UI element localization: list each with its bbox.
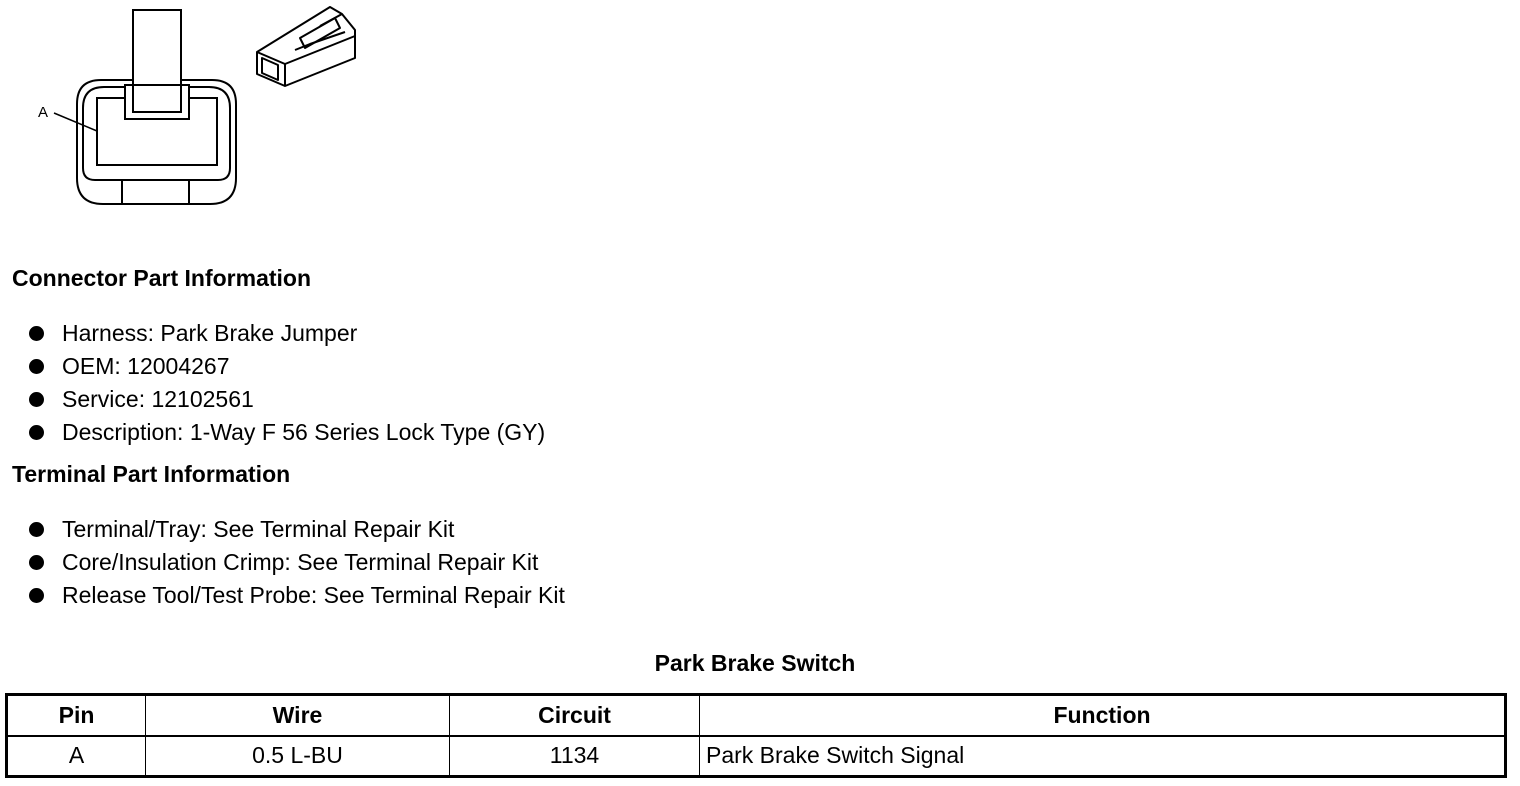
list-item	[0, 548, 565, 581]
pin-table-title: Park Brake Switch	[654, 650, 856, 676]
cell-wire: 0.5 L-BU	[146, 736, 450, 777]
connector-part-info-heading: Connector Part Information	[12, 265, 312, 291]
cell-circuit: 1134	[450, 736, 700, 777]
list-item-text: Terminal/Tray: See Terminal Repair Kit	[62, 516, 455, 542]
list-item-text: Description: 1-Way F 56 Series Lock Type (GY)	[62, 419, 546, 445]
table-row	[7, 736, 1506, 777]
list-item	[0, 319, 545, 352]
callout-leader-line	[54, 113, 97, 131]
cell-pin: A	[7, 736, 146, 777]
connector-bottom-latch	[122, 180, 189, 204]
table-header-row	[7, 695, 1506, 736]
header-pin: Pin	[7, 695, 146, 736]
lock-tab	[133, 10, 181, 112]
pin-table	[5, 693, 1507, 778]
list-item-text: Service: 12102561	[62, 386, 254, 412]
list-item	[0, 581, 565, 614]
header-circuit: Circuit	[450, 695, 700, 736]
cell-function: Park Brake Switch Signal	[700, 736, 1506, 777]
list-item-text: OEM: 12004267	[62, 353, 230, 379]
bullet-icon	[29, 555, 44, 570]
list-item	[0, 385, 545, 418]
list-item-text: Harness: Park Brake Jumper	[62, 320, 358, 346]
bullet-icon	[29, 522, 44, 537]
callout-label-a: A	[38, 104, 49, 121]
header-wire: Wire	[146, 695, 450, 736]
list-item	[0, 515, 565, 548]
terminal-sketch	[257, 7, 355, 86]
bullet-icon	[29, 425, 44, 440]
bullet-icon	[29, 326, 44, 341]
list-item	[0, 352, 545, 385]
bullet-icon	[29, 359, 44, 374]
list-item-text: Core/Insulation Crimp: See Terminal Repair Kit	[62, 549, 539, 575]
bullet-icon	[29, 588, 44, 603]
connector-part-info-list	[0, 319, 545, 451]
bullet-icon	[29, 392, 44, 407]
list-item-text: Release Tool/Test Probe: See Terminal Repair Kit	[62, 582, 565, 608]
terminal-part-info-list	[0, 515, 565, 614]
connector-diagram	[0, 0, 380, 215]
terminal-part-info-heading: Terminal Part Information	[12, 461, 291, 487]
list-item	[0, 418, 545, 451]
header-function: Function	[700, 695, 1506, 736]
